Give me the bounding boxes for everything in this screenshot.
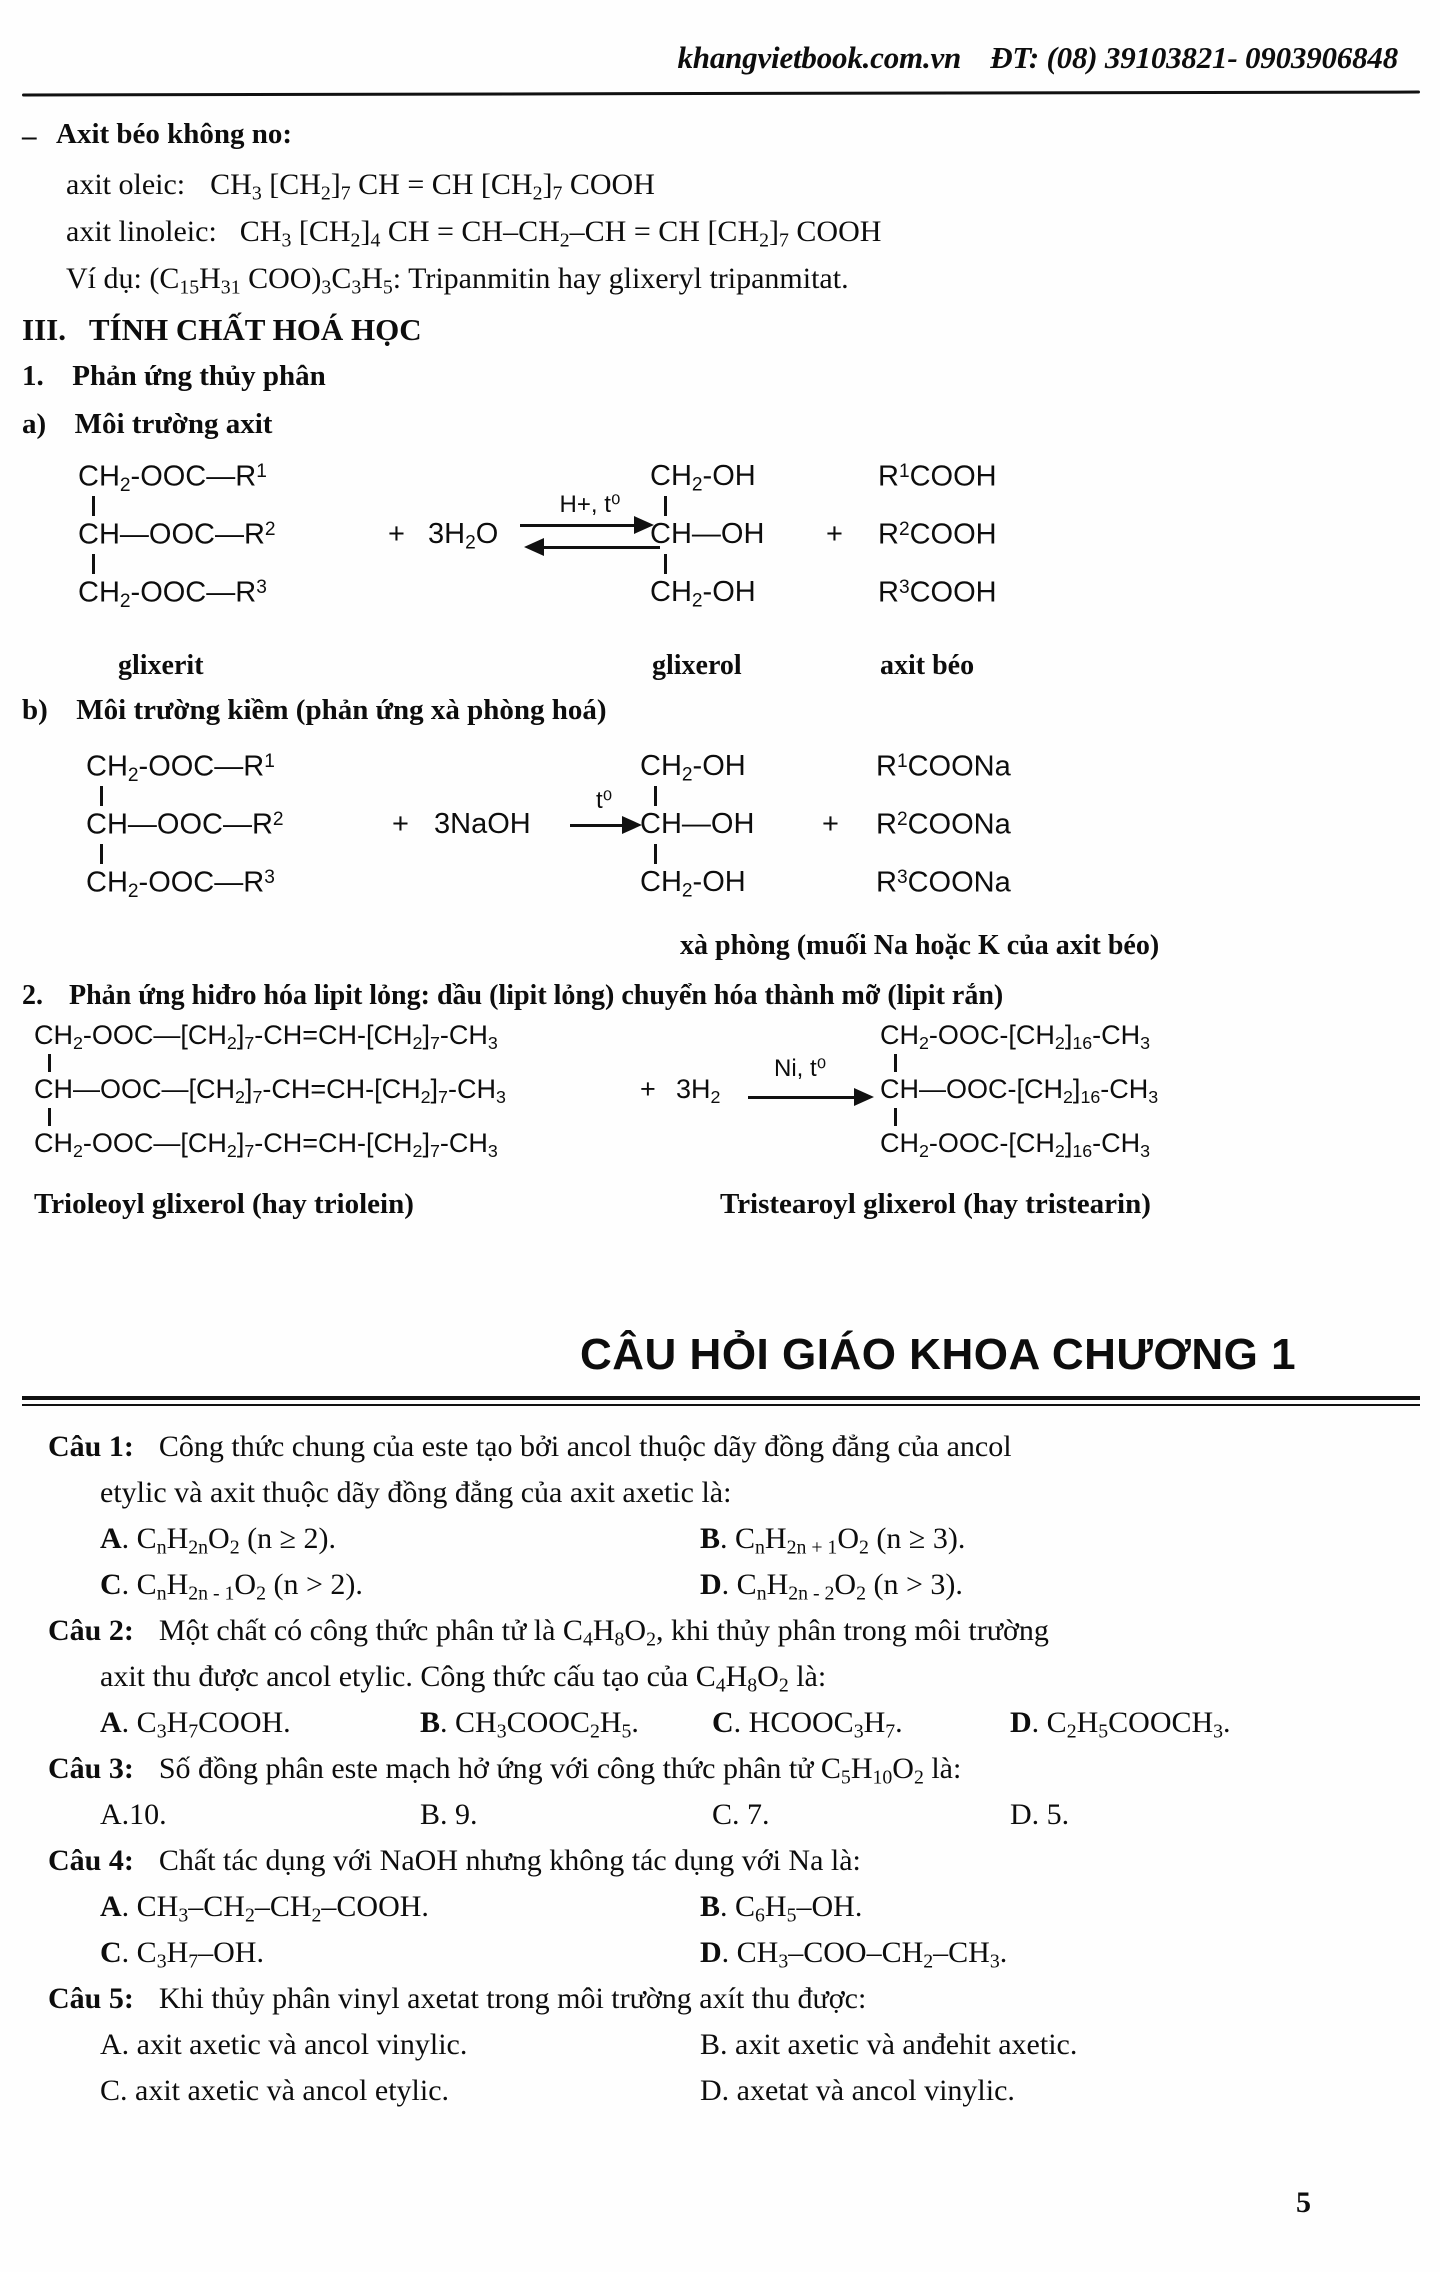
question-3-text: Số đồng phân este mạch hở ứng với công thức phân tử $C_5H_{10}O_2$ là:	[158, 1752, 962, 1789]
base-right-3: $CH_2-OH$	[640, 866, 746, 902]
label-glixerit: glixerit	[118, 650, 204, 681]
arrow-reverse-line	[542, 546, 660, 549]
base-left-1: $CH_2-OOC—R^1$	[86, 750, 275, 786]
question-5-number: Câu 5:	[48, 1982, 134, 2015]
bond-base-left-1	[100, 786, 103, 806]
question-5-option-b[interactable]: B. axit axetic và anđehit axetic.	[700, 2028, 1078, 2061]
question-2-option-b[interactable]: B. $CH_3COOC_2H_5$.	[420, 1706, 639, 1743]
question-4-line1	[48, 1844, 861, 1878]
bond-left-2	[92, 554, 95, 574]
hydro-left-1: $CH_2-OOC—[CH_2]_7-CH=CH-[CH_2]_7-CH_3$	[34, 1020, 498, 1053]
item-b-title: Môi trường kiềm (phản ứng xà phòng hoá)	[76, 694, 607, 726]
acid-right-2: CH—OH	[650, 518, 765, 550]
linoleic-formula: $CH_3$ $[CH_2]_4$ CH = $CH-CH_2-CH$ = CH $[CH_2]_7$ COOH	[239, 215, 882, 252]
base-product-3: $R^3COONa$	[876, 866, 1011, 899]
question-4-option-b[interactable]: B. $C_6H_5-OH$.	[700, 1890, 863, 1927]
question-2-line1	[48, 1614, 1049, 1652]
item-a-title: Môi trường axit	[74, 408, 273, 440]
question-2-option-c[interactable]: C. $HCOOC_3H_7$.	[712, 1706, 903, 1743]
question-1-number: Câu 1:	[48, 1430, 134, 1463]
item-a-num: a)	[22, 408, 47, 440]
label-tristearin: Tristearoyl glixerol (hay tristearin)	[720, 1188, 1151, 1220]
item1-num: 1.	[22, 360, 44, 392]
hydro-arrow	[748, 1055, 876, 1116]
acid-product-3: $R^3COOH$	[878, 576, 997, 609]
question-2-option-a[interactable]: A. $C_3H_7COOH$.	[100, 1706, 291, 1743]
section-3-heading	[22, 312, 422, 348]
hydro-arrow-head	[854, 1088, 874, 1106]
oleic-label: axit oleic:	[66, 168, 186, 201]
arrow-reverse-head	[524, 538, 544, 556]
base-condition-label: t⁰	[596, 787, 613, 814]
acid-condition-label: H+, t⁰	[559, 491, 621, 518]
reaction-acid-hydrolysis	[0, 462, 1440, 622]
bond-hydro-left-2	[48, 1108, 51, 1126]
acid-right-1: $CH_2-OH$	[650, 460, 756, 496]
question-2-option-d[interactable]: D. $C_2H_5COOCH_3$.	[1010, 1706, 1231, 1743]
base-right-1: $CH_2-OH$	[640, 750, 746, 786]
base-right-2: CH—OH	[640, 808, 755, 840]
hydro-right-3: $CH_2-OOC-[CH_2]_{16}-CH_3$	[880, 1128, 1151, 1161]
acid-right-3: $CH_2-OH$	[650, 576, 756, 612]
question-1-option-d[interactable]: D. $C_nH_{2n - 2}O_2$ (n > 3).	[700, 1568, 963, 1605]
oleic-formula: $CH_3$ $[CH_2]_7$ CH = CH $[CH_2]_7$ COOH	[210, 168, 655, 205]
reaction-hydrogenation	[0, 1022, 1440, 1182]
base-product-1: $R^1COONa$	[876, 750, 1011, 783]
section-3-item2	[22, 980, 1003, 1012]
quiz-title: CÂU HỎI GIÁO KHOA CHƯƠNG 1	[580, 1330, 1297, 1379]
base-reagent: 3NaOH	[434, 808, 531, 840]
section-3-title: TÍNH CHẤT HOÁ HỌC	[88, 312, 422, 347]
question-2-number: Câu 2:	[48, 1614, 134, 1647]
question-5-option-d[interactable]: D. axetat và ancol vinylic.	[700, 2074, 1015, 2107]
linoleic-label: axit linoleic:	[66, 215, 217, 248]
section-3-item1	[22, 360, 326, 393]
bond-base-left-2	[100, 844, 103, 864]
oleic-line	[66, 168, 655, 206]
question-5-option-a[interactable]: A. axit axetic và ancol vinylic.	[100, 2028, 468, 2061]
hydro-right-1: $CH_2-OOC-[CH_2]_{16}-CH_3$	[880, 1020, 1151, 1053]
acid-plus-2: +	[826, 518, 843, 550]
question-1-option-a[interactable]: A. $C_nH_{2n}O_2$ (n ≥ 2).	[100, 1522, 337, 1559]
bond-base-right-2	[654, 844, 657, 864]
unsaturated-heading: Axit béo không no:	[56, 118, 293, 150]
base-product-2: $R^2COONa$	[876, 808, 1011, 841]
hydro-left-3: $CH_2-OOC—[CH_2]_7-CH=CH-[CH_2]_7-CH_3$	[34, 1128, 498, 1161]
hydro-arrow-line	[748, 1096, 858, 1099]
question-2-line2: axit thu được ancol etylic. Công thức cấu tạo của $C_4H_8O_2$ là:	[100, 1660, 827, 1697]
question-1-option-b[interactable]: B. $C_nH_{2n + 1}O_2$ (n ≥ 3).	[700, 1522, 966, 1559]
base-arrow-line	[570, 824, 626, 827]
acid-plus-1: +	[388, 518, 405, 550]
header-site: khangvietbook.com.vn	[677, 40, 962, 75]
unsaturated-dash: –	[22, 120, 37, 152]
question-4-option-a[interactable]: A. $CH_3-CH_2-CH_2$–COOH.	[100, 1890, 429, 1927]
question-1-text: Công thức chung của este tạo bởi ancol thuộc dãy đồng đẳng của ancol	[158, 1430, 1012, 1463]
section-3-item-b	[22, 694, 607, 727]
example-line: Ví dụ: ($C_{15}H_{31}$ $COO)_3C_3H_5$: Tripanmitin hay glixeryl tripanmitat.	[66, 262, 849, 299]
acid-left-2: $CH—OOC—R^2$	[78, 518, 276, 551]
section-3-roman: III.	[22, 312, 66, 347]
page-number: 5	[1296, 2186, 1311, 2219]
section-3-item-a	[22, 408, 272, 441]
base-left-2: $CH—OOC—R^2$	[86, 808, 284, 841]
label-axit-beo: axit béo	[880, 650, 975, 681]
question-3-option-a[interactable]: A.10.	[100, 1798, 167, 1831]
question-1-line2: etylic và axit thuộc dãy đồng đẳng của axit axetic là:	[100, 1476, 732, 1509]
bond-hydro-right-2	[894, 1108, 897, 1126]
acid-product-2: $R^2COOH$	[878, 518, 997, 551]
base-plus-2: +	[822, 808, 839, 840]
acid-product-1: $R^1COOH$	[878, 460, 997, 493]
header-phone: ĐT: (08) 39103821- 0903906848	[990, 40, 1398, 75]
item2-title: Phản ứng hiđro hóa lipit lỏng: dầu (lipit lỏng) chuyển hóa thành mỡ (lipit rắn)	[69, 980, 1004, 1011]
bond-hydro-left-1	[48, 1054, 51, 1072]
question-5-line1	[48, 1982, 866, 2016]
item1-title: Phản ứng thủy phân	[72, 360, 326, 392]
hydro-condition-label: Ni, t⁰	[774, 1055, 827, 1082]
header-divider	[22, 91, 1420, 97]
question-3-number: Câu 3:	[48, 1752, 134, 1785]
quiz-divider-bottom	[22, 1404, 1420, 1406]
bond-right-1	[664, 496, 667, 516]
arrow-forward-line	[520, 524, 638, 527]
question-2-text: Một chất có công thức phân tử là $C_4H_8O_2$, khi thủy phân trong môi trường	[158, 1614, 1049, 1651]
base-arrow	[570, 787, 648, 846]
question-1-line1	[48, 1430, 1012, 1464]
acid-reagent: $3H_2O$	[428, 518, 499, 554]
hydro-plus: +	[640, 1074, 656, 1104]
label-xa-phong: xà phòng (muối Na hoặc K của axit béo)	[680, 930, 1160, 961]
bond-right-2	[664, 554, 667, 574]
bond-base-right-1	[654, 786, 657, 806]
question-3-line1	[48, 1752, 961, 1790]
quiz-divider-top	[22, 1396, 1420, 1400]
base-arrow-head	[622, 816, 642, 834]
question-4-option-d[interactable]: D. $CH_3-COO-CH_2-CH_3$.	[700, 1936, 1008, 1973]
base-left-3: $CH_2-OOC—R^3$	[86, 866, 275, 902]
base-plus-1: +	[392, 808, 409, 840]
acid-left-3: $CH_2-OOC—R^3$	[78, 576, 267, 612]
question-5-option-c[interactable]: C. axit axetic và ancol etylic.	[100, 2074, 450, 2107]
bond-hydro-right-1	[894, 1054, 897, 1072]
label-triolein: Trioleoyl glixerol (hay triolein)	[34, 1188, 414, 1220]
hydro-right-2: $CH—OOC-[CH_2]_{16}-CH_3$	[880, 1074, 1159, 1107]
question-3-option-d[interactable]: D. 5.	[1010, 1798, 1070, 1831]
acid-left-1: $CH_2-OOC—R^1$	[78, 460, 267, 496]
label-glixerol: glixerol	[652, 650, 742, 681]
question-4-text: Chất tác dụng với NaOH nhưng không tác dụng với Na là:	[158, 1844, 861, 1877]
question-4-number: Câu 4:	[48, 1844, 134, 1877]
linoleic-line	[66, 215, 881, 253]
hydro-left-2: $CH—OOC—[CH_2]_7-CH=CH-[CH_2]_7-CH_3$	[34, 1074, 506, 1107]
reaction-saponification	[0, 752, 1440, 912]
hydro-reagent: $3H_2$	[676, 1074, 721, 1107]
question-5-text: Khi thủy phân vinyl axetat trong môi trường axít thu được:	[158, 1982, 867, 2015]
item2-num: 2.	[22, 980, 43, 1011]
item-b-num: b)	[22, 694, 48, 726]
bond-left-1	[92, 496, 95, 516]
question-3-option-b[interactable]: B. 9.	[420, 1798, 478, 1831]
acid-equilibrium-arrows	[520, 490, 660, 562]
question-4-option-c[interactable]: C. $C_3H_7-OH$.	[100, 1936, 264, 1973]
question-1-option-c[interactable]: C. $C_nH_{2n - 1}O_2$ (n > 2).	[100, 1568, 363, 1605]
question-3-option-c[interactable]: C. 7.	[712, 1798, 770, 1831]
page-header	[0, 40, 1440, 76]
